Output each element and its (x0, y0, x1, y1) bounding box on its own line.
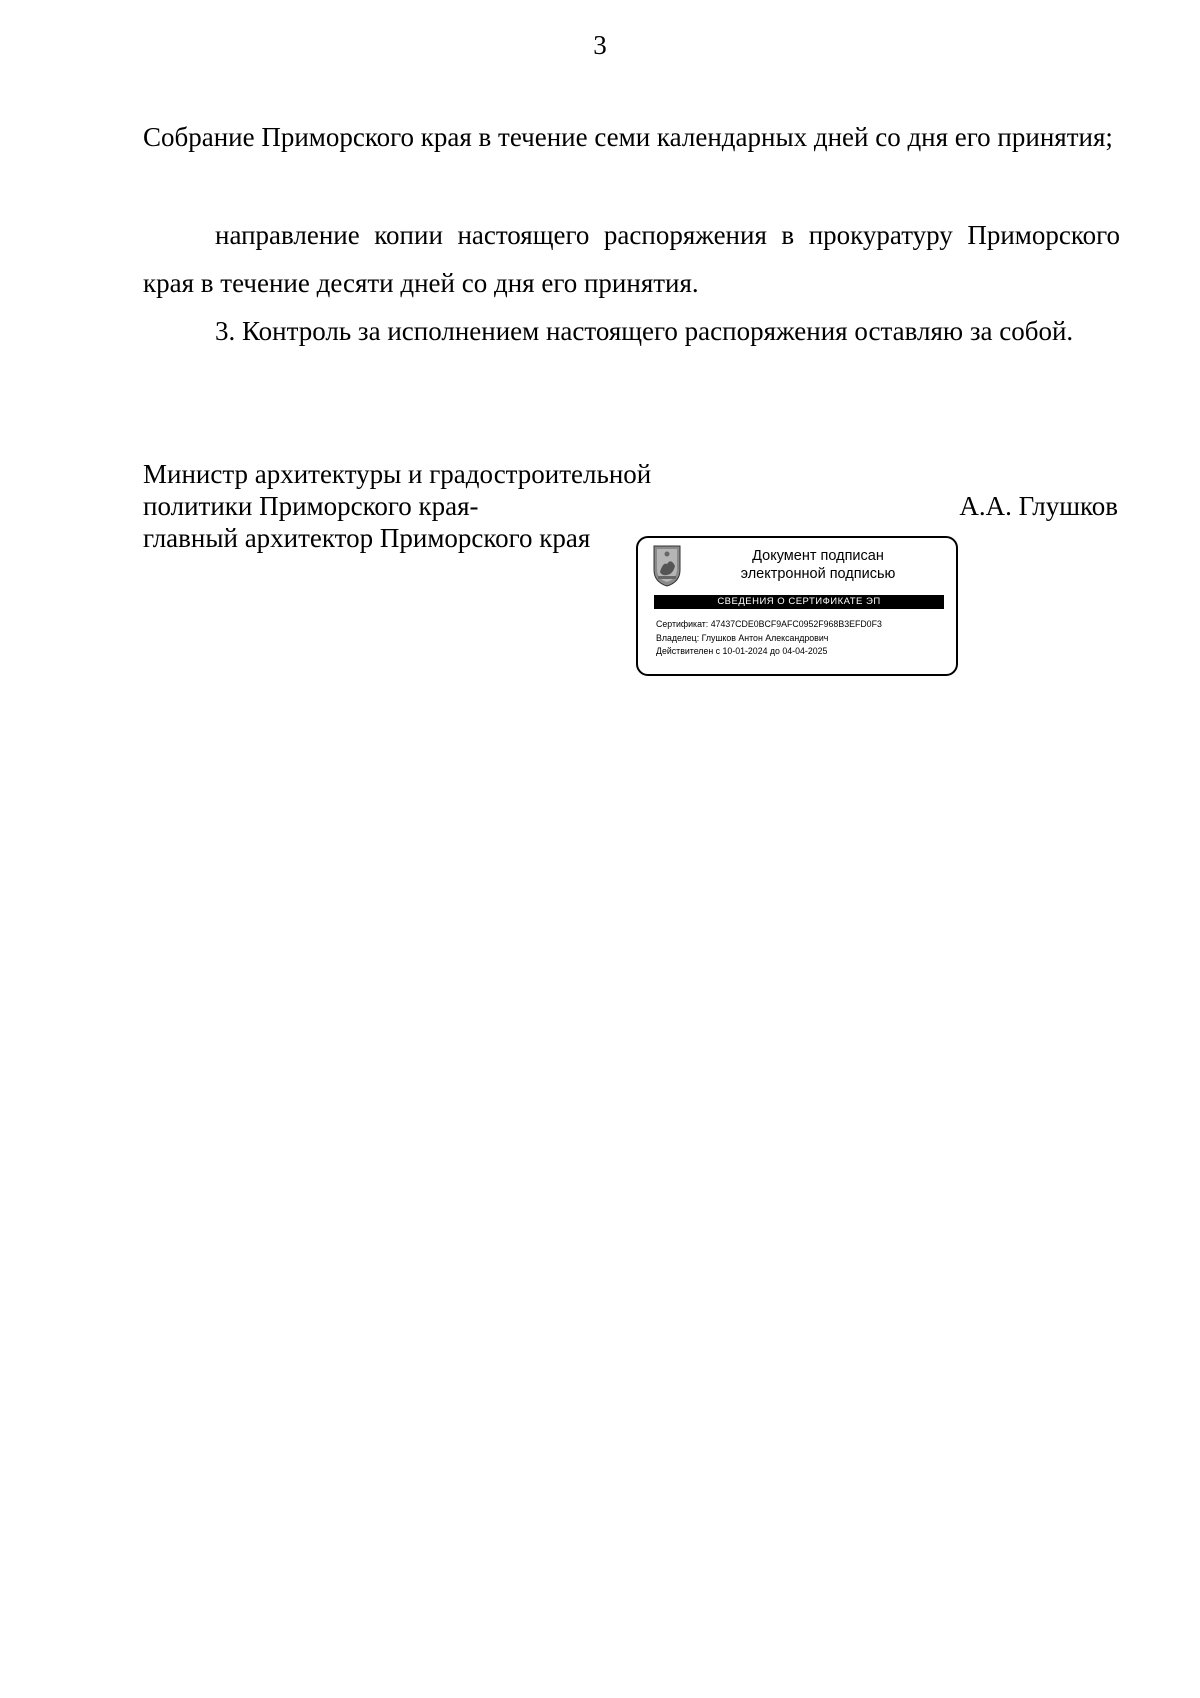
electronic-signature-stamp (636, 536, 958, 676)
stamp-title-line-2: электронной подписью (740, 566, 896, 582)
certificate-header-bar: СВЕДЕНИЯ О СЕРТИФИКАТЕ ЭП (654, 595, 944, 609)
stamp-title (690, 547, 946, 583)
signatory-name: А.А. Глушков (959, 491, 1118, 521)
certificate-owner: Владелец: Глушков Антон Александрович (656, 632, 829, 643)
certificate-number: Сертификат: 47437CDE0BCF9AFC0952F968B3EFD0F3 (656, 619, 882, 629)
position-line-1: Министр архитектуры и градостроительной (143, 459, 652, 489)
certificate-validity: Действителен с 10-01-2024 до 04-04-2025 (656, 646, 828, 656)
stamp-title-line-1: Документ подписан (752, 548, 884, 564)
position-line-3: главный архитектор Приморского края (143, 523, 591, 553)
paragraph-prokuratura: направление копии настоящего распоряжения в прокуратуру Приморского края в течение десяти дней со дня его принятия. (143, 220, 1120, 298)
certificate-info (656, 618, 882, 659)
position-line-2: политики Приморского края- (143, 491, 479, 521)
coat-of-arms-icon (652, 544, 682, 588)
paragraph-sobranie: Собрание Приморского края в течение семи календарных дней со дня его принятия; (143, 122, 1113, 152)
page-number: 3 (593, 30, 607, 60)
paragraph-control: 3. Контроль за исполнением настоящего распоряжения оставляю за собой. (215, 316, 1074, 346)
signatory-position (143, 458, 651, 554)
